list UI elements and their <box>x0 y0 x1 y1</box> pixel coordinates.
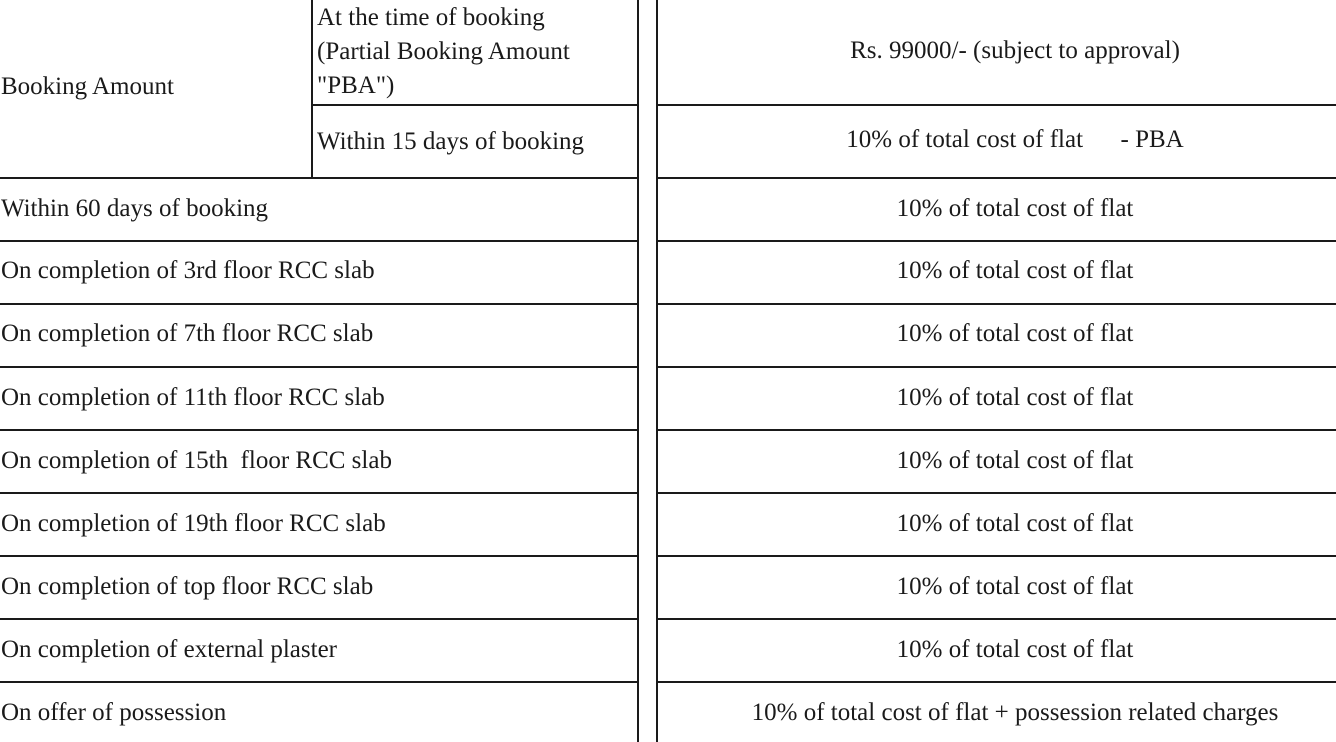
row-divider <box>656 492 1336 494</box>
row-divider <box>0 177 639 179</box>
row-divider <box>656 104 1336 106</box>
booking-stage-line: At the time of booking <box>317 4 545 31</box>
row-divider <box>656 618 1336 620</box>
milestone-cell: Within 60 days of booking <box>1 195 269 222</box>
row-divider <box>656 429 1336 431</box>
milestone-cell: On completion of 19th floor RCC slab <box>1 510 386 537</box>
row-divider <box>0 681 639 683</box>
row-divider <box>656 555 1336 557</box>
booking-amount-label: Booking Amount <box>1 73 174 100</box>
payment-cell: 10% of total cost of flat <box>896 510 1134 537</box>
milestone-cell: On completion of 11th floor RCC slab <box>1 384 385 411</box>
milestone-cell: On completion of 7th floor RCC slab <box>1 320 374 347</box>
row-divider <box>0 618 639 620</box>
payment-cell: 10% of total cost of flat <box>896 257 1134 284</box>
milestone-cell: On completion of top floor RCC slab <box>1 573 374 600</box>
booking-payment-cell: 10% of total cost of flat - PBA <box>846 126 1184 153</box>
payment-cell: 10% of total cost of flat <box>896 447 1134 474</box>
milestone-cell: On offer of possession <box>1 699 227 726</box>
row-divider <box>0 303 639 305</box>
payment-cell: 10% of total cost of flat <box>896 384 1134 411</box>
row-divider <box>656 366 1336 368</box>
row-divider <box>0 429 639 431</box>
row-divider <box>0 555 639 557</box>
booking-stage-line: "PBA") <box>317 72 395 99</box>
booking-stage-line: (Partial Booking Amount <box>317 38 570 65</box>
row-divider <box>656 303 1336 305</box>
booking-stage-line: Within 15 days of booking <box>317 128 585 155</box>
milestone-cell: On completion of 3rd floor RCC slab <box>1 257 375 284</box>
row-divider <box>0 240 639 242</box>
payment-cell: 10% of total cost of flat + possession related charges <box>751 699 1279 726</box>
row-divider <box>0 366 639 368</box>
payment-cell: 10% of total cost of flat <box>896 636 1134 663</box>
row-divider <box>656 240 1336 242</box>
milestone-cell: On completion of external plaster <box>1 636 337 663</box>
milestone-cell: On completion of 15th floor RCC slab <box>1 447 392 474</box>
row-divider <box>311 104 639 106</box>
column-divider-right <box>656 0 658 742</box>
row-divider <box>0 492 639 494</box>
row-divider <box>656 681 1336 683</box>
payment-cell: 10% of total cost of flat <box>896 320 1134 347</box>
booking-payment-cell: Rs. 99000/- (subject to approval) <box>850 37 1180 64</box>
payment-cell: 10% of total cost of flat <box>896 195 1134 222</box>
payment-cell: 10% of total cost of flat <box>896 573 1134 600</box>
column-divider-stage <box>311 0 313 179</box>
column-divider-left <box>637 0 639 742</box>
row-divider <box>656 177 1336 179</box>
